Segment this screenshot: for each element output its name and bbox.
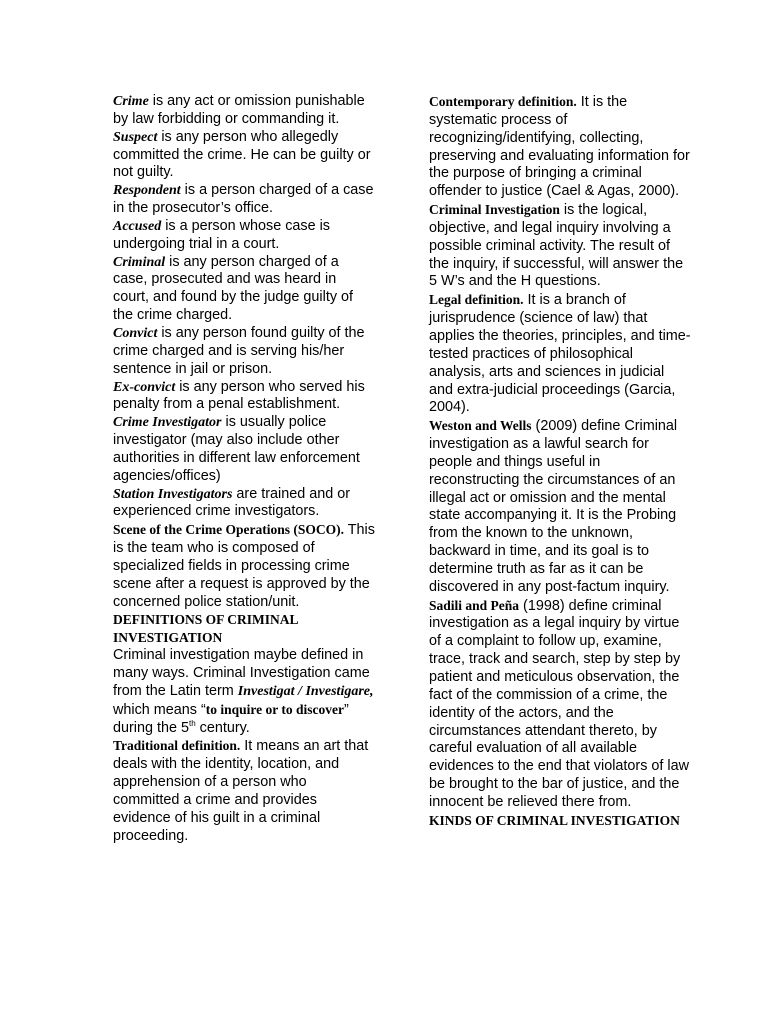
term-ex-convict: Ex-convict bbox=[113, 379, 176, 395]
definition-ex-convict bbox=[113, 379, 375, 415]
term-respondent: Respondent bbox=[113, 183, 181, 199]
text-station-investigators: are trained and or experienced crime investigators. bbox=[113, 485, 351, 520]
text-ex-convict: is any person who served his penalty from a penal establishment. bbox=[113, 378, 365, 413]
term-traditional: Traditional definition. bbox=[113, 738, 241, 754]
text-respondent: is a person charged of a case in the prosecutor’s office. bbox=[113, 182, 374, 217]
left-column bbox=[113, 93, 375, 845]
definition-crime-investigator bbox=[113, 414, 375, 485]
definition-criminal bbox=[113, 254, 375, 325]
definitions-paragraph bbox=[113, 647, 375, 737]
text-criminal: is any person charged of a case, prosecuted and was heard in court, and found by the judge guilty of the crime charged. bbox=[113, 253, 354, 324]
term-crime: Crime bbox=[113, 94, 149, 109]
text-contemporary: It is the systematic process of recognizing/identifying, collecting, preserving and evaluating information for the purpose of bringing a criminal offender to justice (Cael & Agas, 2000). bbox=[429, 94, 690, 200]
text-crime: is any act or omission punishable by law forbidding or commanding it. bbox=[113, 93, 365, 127]
text-legal: It is a branch of jurisprudence (science of law) that applies the theories, principles, and time-tested practices of philosophical analysis, arts and sciences in judicial and extra-judicial proceedings (Garcia, 2004). bbox=[429, 292, 691, 416]
definitions-text-2: which means “ bbox=[113, 701, 206, 718]
text-crime-investigator: is usually police investigator (may also include other authorities in different law enforcement agencies/offices) bbox=[113, 414, 360, 484]
definition-respondent bbox=[113, 182, 375, 218]
definitions-text-4: century. bbox=[195, 719, 250, 736]
text-accused: is a person whose case is undergoing trial in a court. bbox=[113, 217, 330, 252]
term-criminal-investigation: Criminal Investigation bbox=[429, 202, 560, 218]
term-station-investigators: Station Investigators bbox=[113, 486, 233, 502]
definition-weston-wells bbox=[429, 417, 691, 596]
term-crime-investigator: Crime Investigator bbox=[113, 415, 222, 431]
definitions-text-1: Criminal investigation maybe defined in many ways. Criminal Investigation came from the Latin term bbox=[113, 647, 370, 699]
heading-kinds: KINDS OF CRIMINAL INVESTIGATION bbox=[429, 812, 680, 828]
text-traditional: It means an art that deals with the identity, location, and apprehension of a person who committed a crime and provides evidence of his guilt in a criminal proceeding. bbox=[113, 738, 369, 844]
right-column bbox=[429, 93, 691, 830]
term-criminal: Criminal bbox=[113, 254, 166, 270]
term-accused: Accused bbox=[113, 218, 162, 234]
text-convict: is any person found guilty of the crime charged and is serving his/her sentence in jail or prison. bbox=[113, 324, 365, 377]
text-criminal-investigation: is the logical, objective, and legal inquiry involving a possible criminal activity. The result of the inquiry, if successful, will answer the 5 W’s and the H questions. bbox=[429, 202, 684, 290]
superscript-th: th bbox=[189, 718, 196, 728]
text-sadili-pena: (1998) define criminal investigation as a legal inquiry by virtue of a complaint to follow up, examine, trace, track and search, step by step by patient and meticulous observation, the fact of the commission of a crime, the identity of the actors, and the circumstances attendant thereto, by careful evaluation of all available evidences to the end that violators of law be brought to the bar of justice, and the innocent be relieved there from. bbox=[429, 597, 689, 810]
definition-legal bbox=[429, 291, 691, 417]
text-soco: This is the team who is composed of specialized fields in processing crime scene after a request is approved by the concerned police station/unit. bbox=[113, 522, 375, 610]
definition-soco bbox=[113, 521, 375, 611]
definition-sadili-pena bbox=[429, 597, 691, 812]
term-weston-wells: Weston and Wells bbox=[429, 418, 532, 434]
term-soco: Scene of the Crime Operations (SOCO). bbox=[113, 522, 344, 538]
term-sadili-pena: Sadili and Peña bbox=[429, 597, 520, 613]
term-legal: Legal definition. bbox=[429, 292, 524, 308]
meaning-text: to inquire or to discover bbox=[205, 701, 345, 717]
definition-contemporary bbox=[429, 93, 691, 291]
text-weston-wells: (2009) define Criminal investigation as a lawful search for people and things useful in reconstructing the circumstances of an illegal act or omission and the mental state accompanying it. It is the Probing from the known to the unknown, backward in time, and its goal is to determine truth as far as it can be discovered in any post-factum inquiry. bbox=[429, 418, 678, 595]
definition-crime bbox=[113, 93, 375, 129]
definition-suspect bbox=[113, 129, 375, 183]
term-contemporary: Contemporary definition. bbox=[429, 94, 577, 109]
heading-definitions: DEFINITIONS OF CRIMINAL INVESTIGATION bbox=[113, 612, 298, 646]
definition-station-investigators bbox=[113, 486, 375, 522]
definition-convict bbox=[113, 325, 375, 379]
term-convict: Convict bbox=[113, 325, 158, 341]
text-suspect: is any person who allegedly committed the crime. He can be guilty or not guilty. bbox=[113, 128, 371, 181]
definitions-text-3: ” during the 5 bbox=[113, 701, 349, 736]
latin-term: Investigat / Investigare, bbox=[237, 683, 374, 699]
definition-traditional bbox=[113, 737, 375, 845]
definition-accused bbox=[113, 218, 375, 254]
term-suspect: Suspect bbox=[113, 129, 158, 145]
